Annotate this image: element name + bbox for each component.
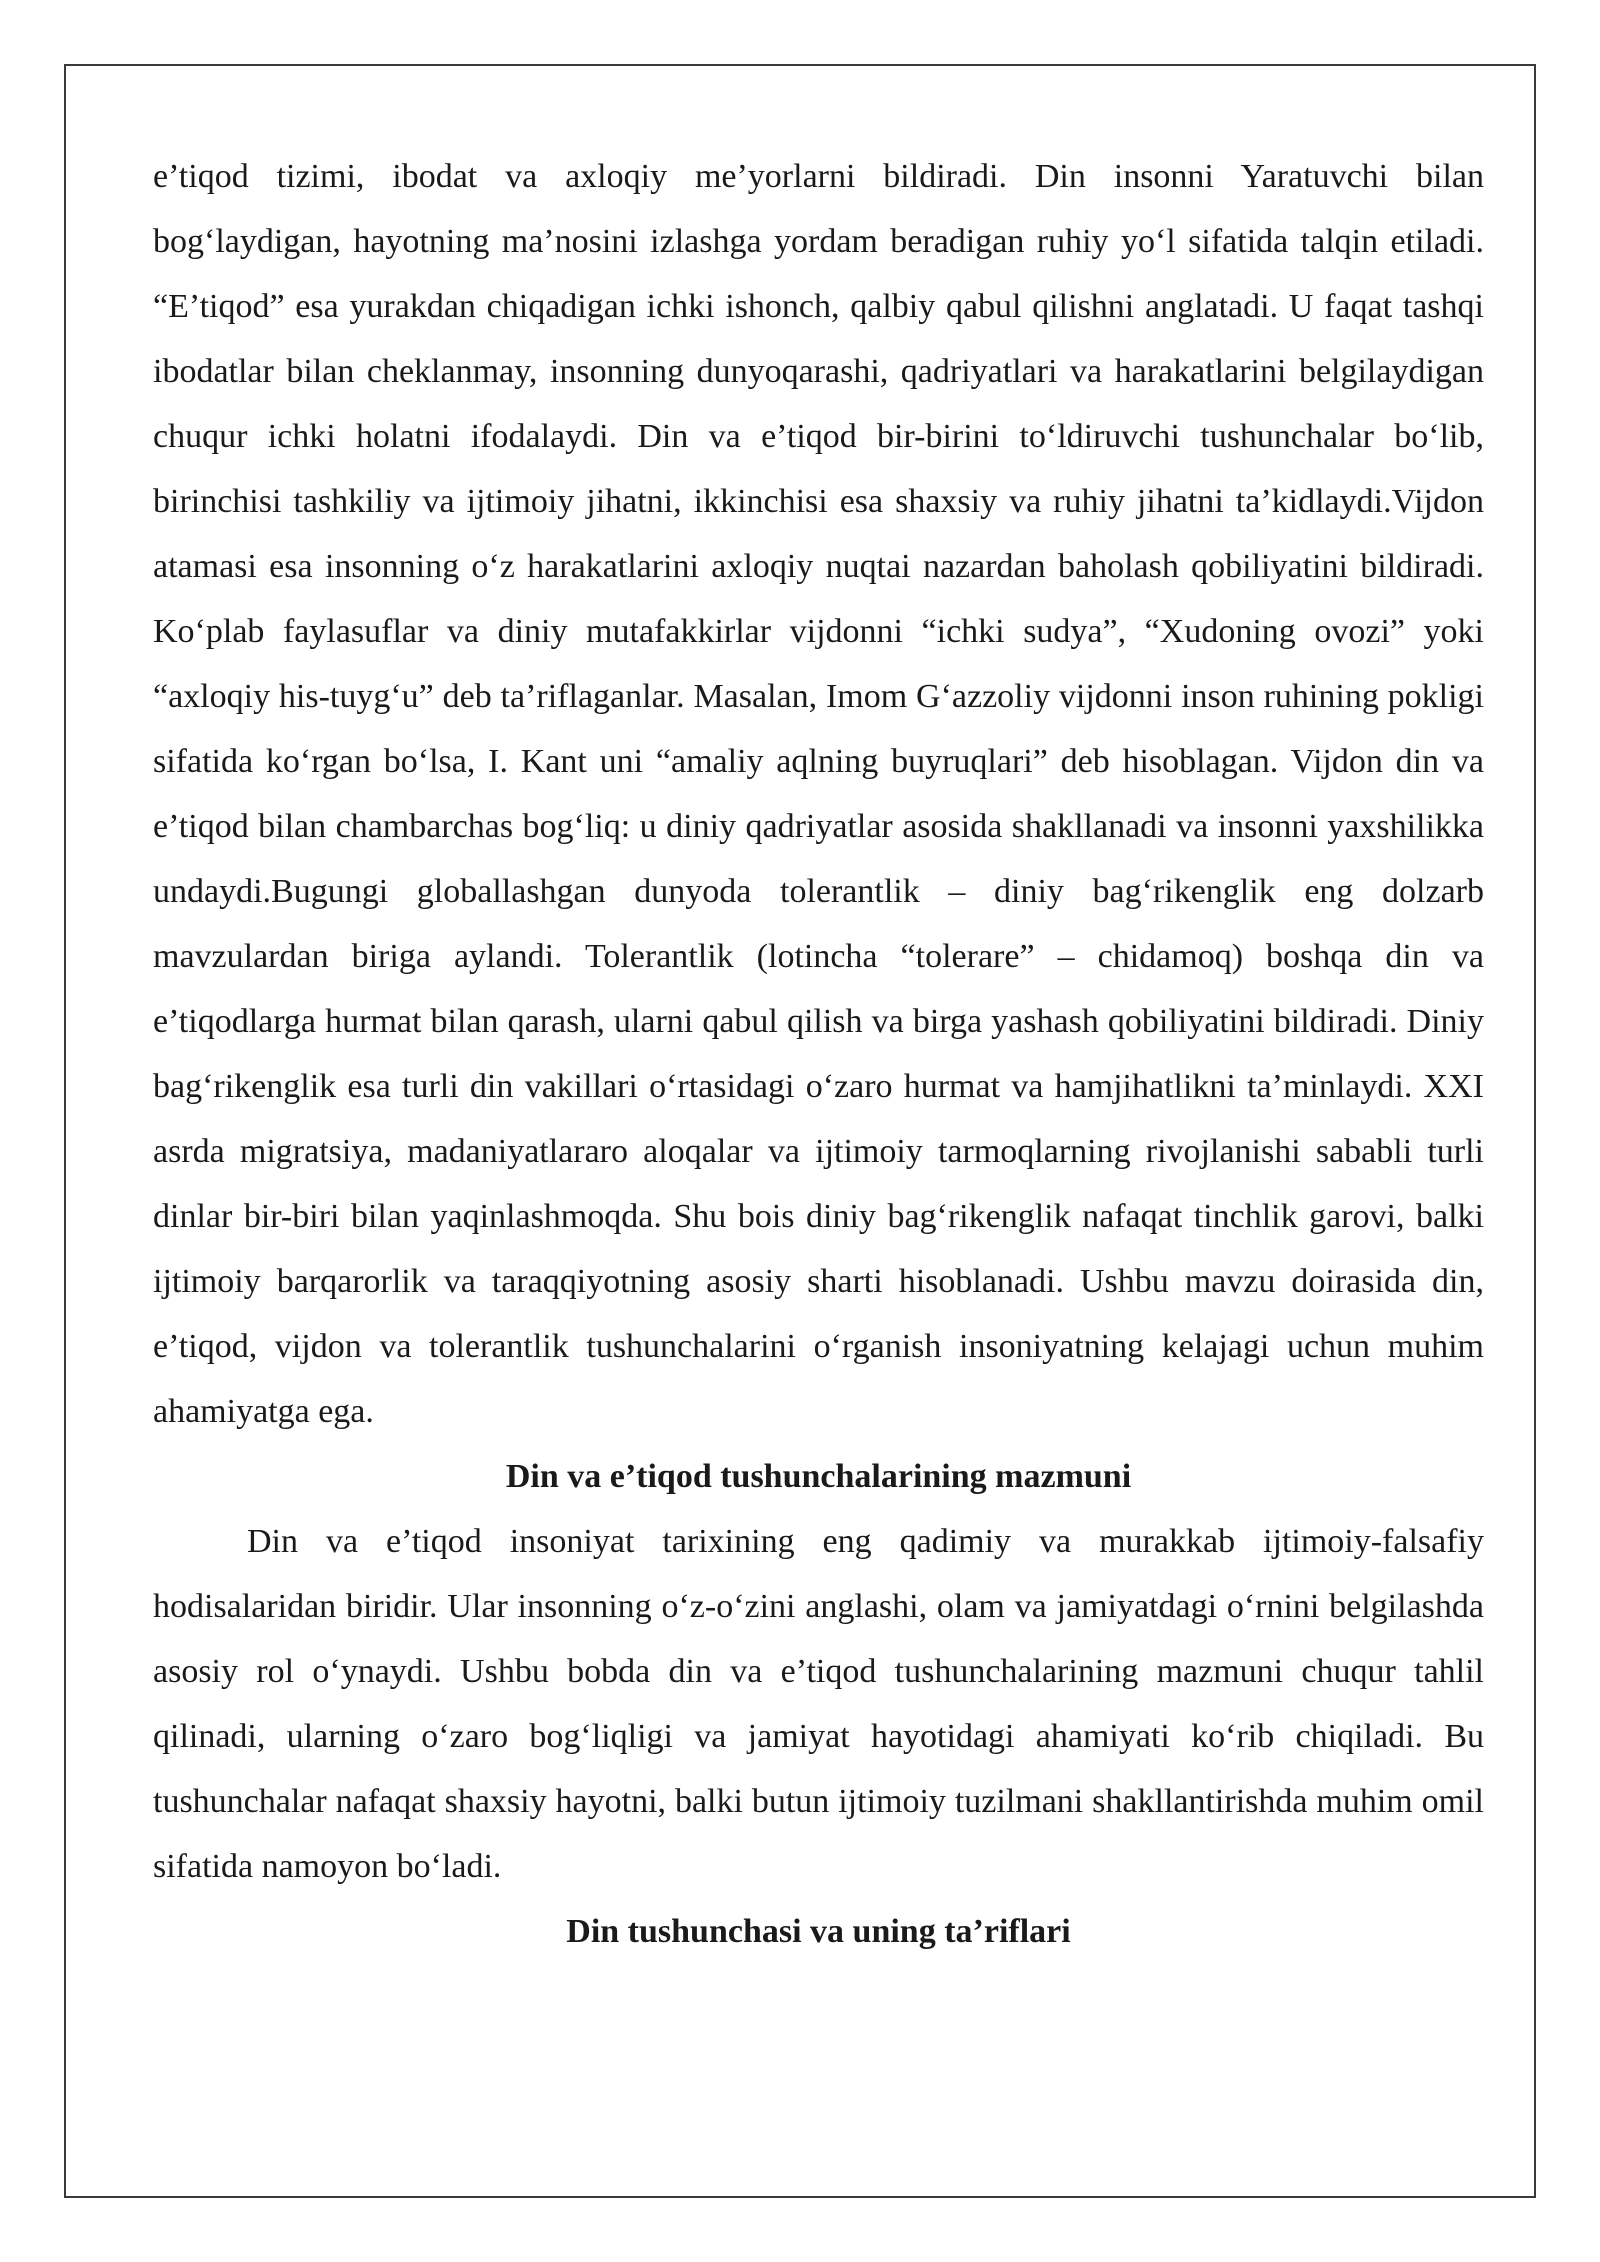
body-paragraph-2: Din va e’tiqod insoniyat tarixining eng qadimiy va murakkab ijtimoiy-falsafiy hodisalaridan biridir. Ular insonning o‘z-o‘zini anglashi, olam va jamiyatdagi o‘rnini belgilashda asosiy rol o‘ynaydi. Ushbu bobda din va e’tiqod tushunchalarining mazmuni chuqur tahlil qilinadi, ularning o‘zaro bog‘liqligi va jamiyat hayotidagi ahamiyati ko‘rib chiqiladi. Bu tushunchalar nafaqat shaxsiy hayotni, balki butun ijtimoiy tuzilmani shakllantirishda muhim omil sifatida namoyon bo‘ladi. (153, 1523, 1484, 1885)
section-heading-1: Din va e’tiqod tushunchalarining mazmuni (505, 1458, 1132, 1495)
document-body (153, 144, 1484, 1964)
body-paragraph-1: e’tiqod tizimi, ibodat va axloqiy me’yorlarni bildiradi. Din insonni Yaratuvchi bilan bog‘laydigan, hayotning ma’nosini izlashga yordam beradigan ruhiy yo‘l sifatida talqin etiladi. “E’tiqod” esa yurakdan chiqadigan ichki ishonch, qalbiy qabul qilishni anglatadi. U faqat tashqi ibodatlar bilan cheklanmay, insonning dunyoqarashi, qadriyatlari va harakatlarini belgilaydigan chuqur ichki holatni ifodalaydi. Din va e’tiqod bir-birini to‘ldiruvchi tushunchalar bo‘lib, birinchisi tashkiliy va ijtimoiy jihatni, ikkinchisi esa shaxsiy va ruhiy jihatni ta’kidlaydi.Vijdon atamasi esa insonning o‘z harakatlarini axloqiy nuqtai nazardan baholash qobiliyatini bildiradi. Ko‘plab faylasuflar va diniy mutafakkirlar vijdonni “ichki sudya”, “Xudoning ovozi” yoki “axloqiy his-tuyg‘u” deb ta’riflaganlar. Masalan, Imom G‘azzoliy vijdonni inson ruhining pokligi sifatida ko‘rgan bo‘lsa, I. Kant uni “amaliy aqlning buyruqlari” deb hisoblagan. Vijdon din va e’tiqod bilan chambarchas bog‘liq: u diniy qadriyatlar asosida shakllanadi va insonni yaxshilikka undaydi.Bugungi globallashgan dunyoda tolerantlik – diniy bag‘rikenglik eng dolzarb mavzulardan biriga aylandi. Tolerantlik (lotincha “tolerare” – chidamoq) boshqa din va e’tiqodlarga hurmat bilan qarash, ularni qabul qilish va birga yashash qobiliyatini bildiradi. Diniy bag‘rikenglik esa turli din vakillari o‘rtasidagi o‘zaro hurmat va hamjihatlikni ta’minlaydi. XXI asrda migratsiya, madaniyatlararo aloqalar va ijtimoiy tarmoqlarning rivojlanishi sababli turli dinlar bir-biri bilan yaqinlashmoqda. Shu bois diniy bag‘rikenglik nafaqat tinchlik garovi, balki ijtimoiy barqarorlik va taraqqiyotning asosiy sharti hisoblanadi. Ushbu mavzu doirasida din, e’tiqod, vijdon va tolerantlik tushunchalarini o‘rganish insoniyatning kelajagi uchun muhim ahamiyatga ega. (153, 158, 1484, 1430)
section-heading-2: Din tushunchasi va uning ta’riflari (566, 1913, 1071, 1950)
